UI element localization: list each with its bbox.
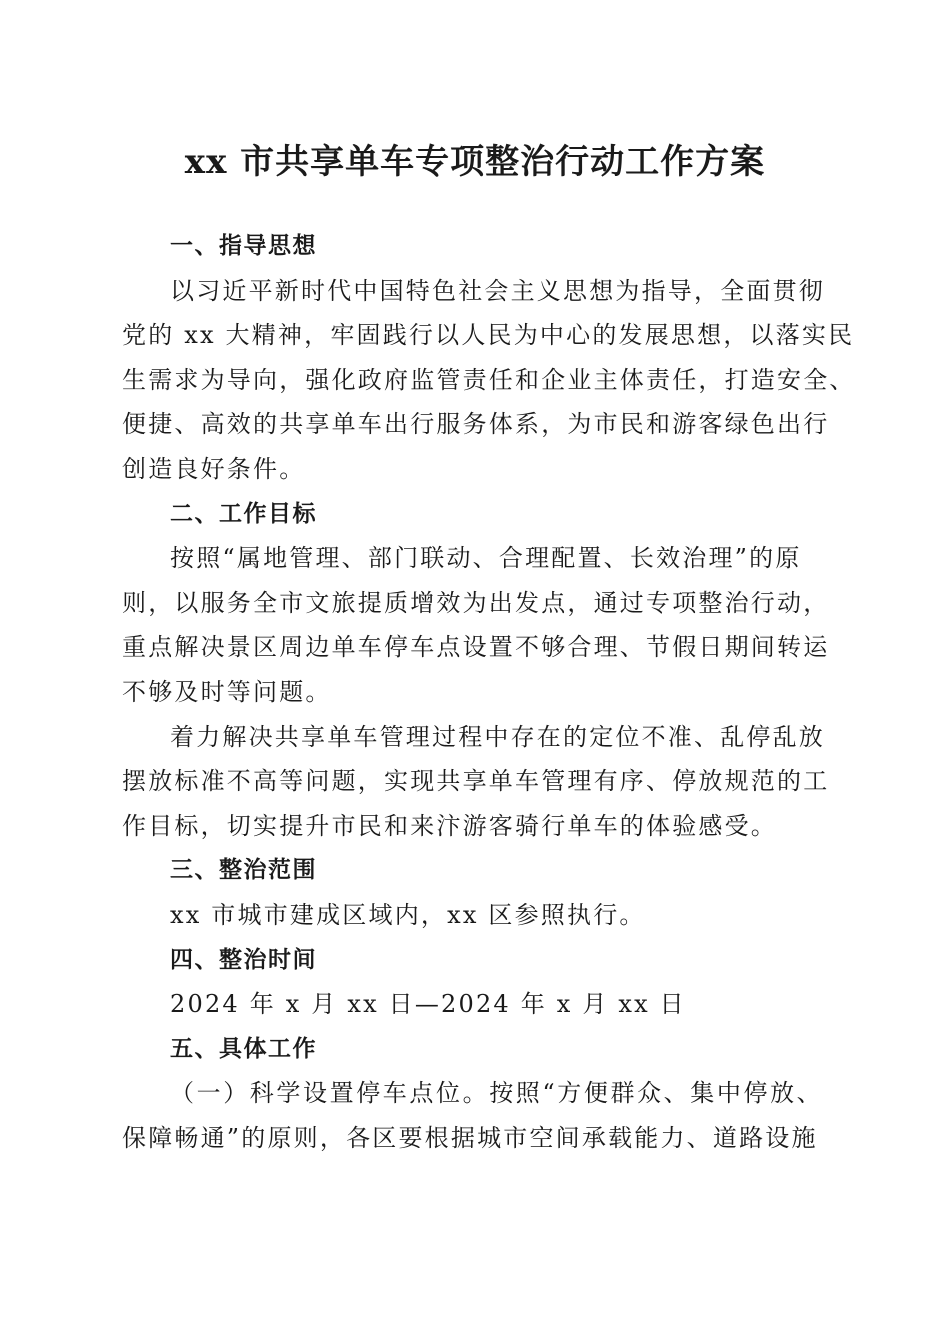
section-heading-guiding-ideology: 一、指导思想 xyxy=(170,233,317,259)
section-heading-timeframe: 四、整治时间 xyxy=(170,946,317,973)
paragraph-line: 重点解决景区周边单车停车点设置不够合理、节假日期间转运 xyxy=(122,633,830,662)
document-body xyxy=(122,224,856,1160)
section-heading-scope: 三、整治范围 xyxy=(170,857,317,884)
paragraph-line: 党的 xx 大精神，牢固践行以人民为中心的发展思想，以落实民 xyxy=(122,321,855,350)
paragraph-line: 作目标，切实提升市民和来汴游客骑行单车的体验感受。 xyxy=(122,811,777,840)
paragraph-line: 便捷、高效的共享单车出行服务体系，为市民和游客绿色出行 xyxy=(122,410,830,439)
paragraph-line: 保障畅通”的原则，各区要根据城市空间承载能力、道路设施 xyxy=(122,1123,818,1152)
paragraph-line: 2024 年 x 月 xx 日—2024 年 x 月 xx 日 xyxy=(170,990,686,1019)
document-title: xx 市共享单车专项整治行动工作方案 xyxy=(184,142,766,182)
paragraph-line: 着力解决共享单车管理过程中存在的定位不准、乱停乱放 xyxy=(170,722,825,751)
section-heading-work-goals: 二、工作目标 xyxy=(170,500,317,527)
paragraph-line: 生需求为导向，强化政府监管责任和企业主体责任，打造安全、 xyxy=(122,365,856,394)
paragraph-line: 按照“属地管理、部门联动、合理配置、长效治理”的原 xyxy=(170,544,802,573)
paragraph-line: 不够及时等问题。 xyxy=(122,677,332,706)
paragraph-line: 摆放标准不高等问题，实现共享单车管理有序、停放规范的工 xyxy=(122,767,830,796)
section-heading-specific-work: 五、具体工作 xyxy=(170,1035,317,1062)
paragraph-line: 则，以服务全市文旅提质增效为出发点，通过专项整治行动， xyxy=(122,588,830,617)
paragraph-line: xx 市城市建成区域内，xx 区参照执行。 xyxy=(170,900,646,929)
paragraph-line: （一）科学设置停车点位。按照“方便群众、集中停放、 xyxy=(170,1079,824,1108)
paragraph-line: 以习近平新时代中国特色社会主义思想为指导，全面贯彻 xyxy=(170,276,825,305)
paragraph-line: 创造良好条件。 xyxy=(122,454,306,483)
